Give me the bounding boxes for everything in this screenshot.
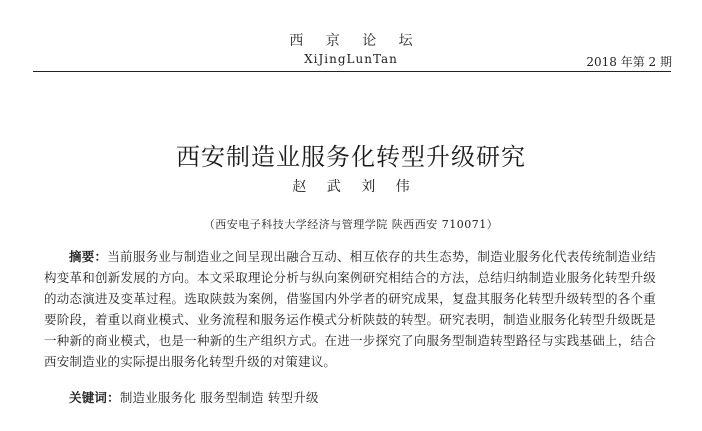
abstract-paragraph: [44, 246, 656, 372]
issue-number: 2018 年第 2 期: [586, 55, 672, 69]
journal-name-pinyin: XiJingLunTan: [304, 52, 398, 66]
keywords-label: 关键词：: [69, 390, 120, 405]
article-title: 西安制造业服务化转型升级研究: [176, 143, 526, 171]
abstract-label: 摘要：: [69, 249, 108, 264]
header-divider: [33, 71, 671, 72]
author-affiliation: （西安电子科技大学经济与管理学院 陕西西安 710071）: [203, 218, 499, 231]
journal-name-chinese: 西 京 论 坛: [289, 33, 422, 49]
keywords-text: 制造业服务化 服务型制造 转型升级: [119, 390, 319, 405]
article-authors: 赵 武 刘 伟: [292, 179, 418, 195]
keywords-line: [44, 388, 656, 406]
abstract-text: 当前服务业与制造业之间呈现出融合互动、相互依存的共生态势，制造业服务化代表传统制造业结构变革和创新发展的方向。本文采取理论分析与纵向案例研究相结合的方法，总结归纳制造业服务化转型升级的动态演进及变革过程。选取陕鼓为案例，借鉴国内外学者的研究成果，复盘其服务化转型升级转型的各个重要阶段，着重以商业模式、业务流程和服务运作模式分析陕鼓的转型。研究表明，制造业服务化转型升级既是一种新的商业模式，也是一种新的生产组织方式。在进一步探究了向服务型制造转型路径与实践基础上，结合西安制造业的实际提出服务化转型升级的对策建议。: [44, 249, 656, 369]
